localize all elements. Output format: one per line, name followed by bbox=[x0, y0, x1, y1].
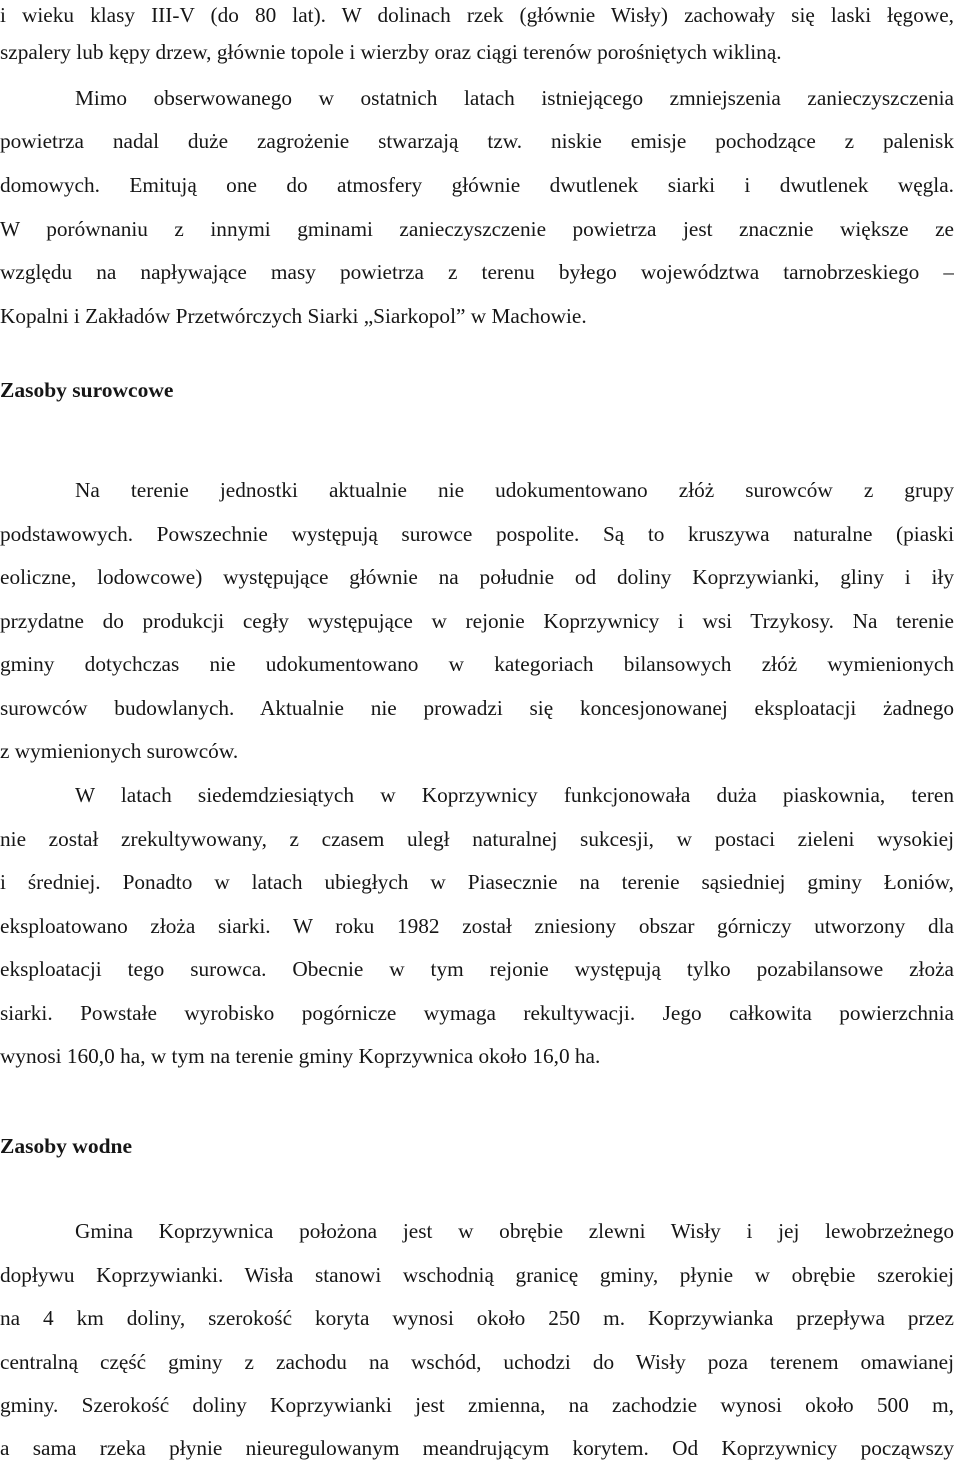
text-line: dopływu Koprzywianki. Wisła stanowi wschodnią granicę gminy, płynie w obrębie szerokiej bbox=[0, 1263, 954, 1287]
text-line: Gmina Koprzywnica położona jest w obrębie zlewni Wisły i jej lewobrzeżnego bbox=[75, 1219, 954, 1243]
text-line: Na terenie jednostki aktualnie nie udokumentowano złóż surowców z grupy bbox=[75, 478, 954, 502]
text-line: i wieku klasy III-V (do 80 lat). W dolinach rzek (głównie Wisły) zachowały się laski łęgowe, bbox=[0, 3, 954, 27]
text-line: siarki. Powstałe wyrobisko pogórnicze wymaga rekultywacji. Jego całkowita powierzchnia bbox=[0, 1001, 954, 1025]
text-line: domowych. Emitują one do atmosfery głównie dwutlenek siarki i dwutlenek węgla. bbox=[0, 173, 954, 197]
text-line: W porównaniu z innymi gminami zanieczyszczenie powietrza jest znacznie większe ze bbox=[0, 217, 954, 241]
text-line: z wymienionych surowców. bbox=[0, 739, 239, 763]
text-line: W latach siedemdziesiątych w Koprzywnicy funkcjonowała duża piaskownia, teren bbox=[75, 783, 954, 807]
text-line: względu na napływające masy powietrza z terenu byłego województwa tarnobrzeskiego – bbox=[0, 260, 954, 284]
section-heading: Zasoby wodne bbox=[0, 1134, 133, 1158]
text-line: eksploatowano złoża siarki. W roku 1982 został zniesiony obszar górniczy utworzony dla bbox=[0, 914, 954, 938]
text-line: centralną część gminy z zachodu na wschód, uchodzi do Wisły poza terenem omawianej bbox=[0, 1350, 954, 1374]
text-line: surowców budowlanych. Aktualnie nie prowadzi się koncesjonowanej eksploatacji żadnego bbox=[0, 696, 954, 720]
text-line: podstawowych. Powszechnie występują surowce pospolite. Są to kruszywa naturalne (piaski bbox=[0, 522, 954, 546]
text-line: szpalery lub kępy drzew, głównie topole i wierzby oraz ciągi terenów porośniętych wikliną. bbox=[0, 40, 782, 64]
text-line: powietrza nadal duże zagrożenie stwarzają tzw. niskie emisje pochodzące z palenisk bbox=[0, 129, 954, 153]
text-line: gminy. Szerokość doliny Koprzywianki jest zmienna, na zachodzie wynosi około 500 m, bbox=[0, 1393, 954, 1417]
text-line: Mimo obserwowanego w ostatnich latach istniejącego zmniejszenia zanieczyszczenia bbox=[75, 86, 954, 110]
section-heading: Zasoby surowcowe bbox=[0, 378, 174, 402]
text-line: gminy dotychczas nie udokumentowano w kategoriach bilansowych złóż wymienionych bbox=[0, 652, 954, 676]
text-line: Kopalni i Zakładów Przetwórczych Siarki „Siarkopol” w Machowie. bbox=[0, 304, 587, 328]
text-line: na 4 km doliny, szerokość koryta wynosi około 250 m. Koprzywianka przepływa przez bbox=[0, 1306, 954, 1330]
text-line: i średniej. Ponadto w latach ubiegłych w Piasecznie na terenie sąsiedniej gminy Łoniów, bbox=[0, 870, 954, 894]
text-line: przydatne do produkcji cegły występujące w rejonie Koprzywnicy i wsi Trzykosy. Na terenie bbox=[0, 609, 954, 633]
text-line: eksploatacji tego surowca. Obecnie w tym rejonie występują tylko pozabilansowe złoża bbox=[0, 957, 954, 981]
text-line: a sama rzeka płynie nieuregulowanym meandrującym korytem. Od Koprzywnicy począwszy bbox=[0, 1436, 954, 1460]
text-line: nie został zrekultywowany, z czasem uległ naturalnej sukcesji, w postaci zieleni wysokiej bbox=[0, 827, 954, 851]
text-line: wynosi 160,0 ha, w tym na terenie gminy Koprzywnica około 16,0 ha. bbox=[0, 1044, 601, 1068]
text-line: eoliczne, lodowcowe) występujące głównie na południe od doliny Koprzywianki, gliny i iły bbox=[0, 565, 954, 589]
